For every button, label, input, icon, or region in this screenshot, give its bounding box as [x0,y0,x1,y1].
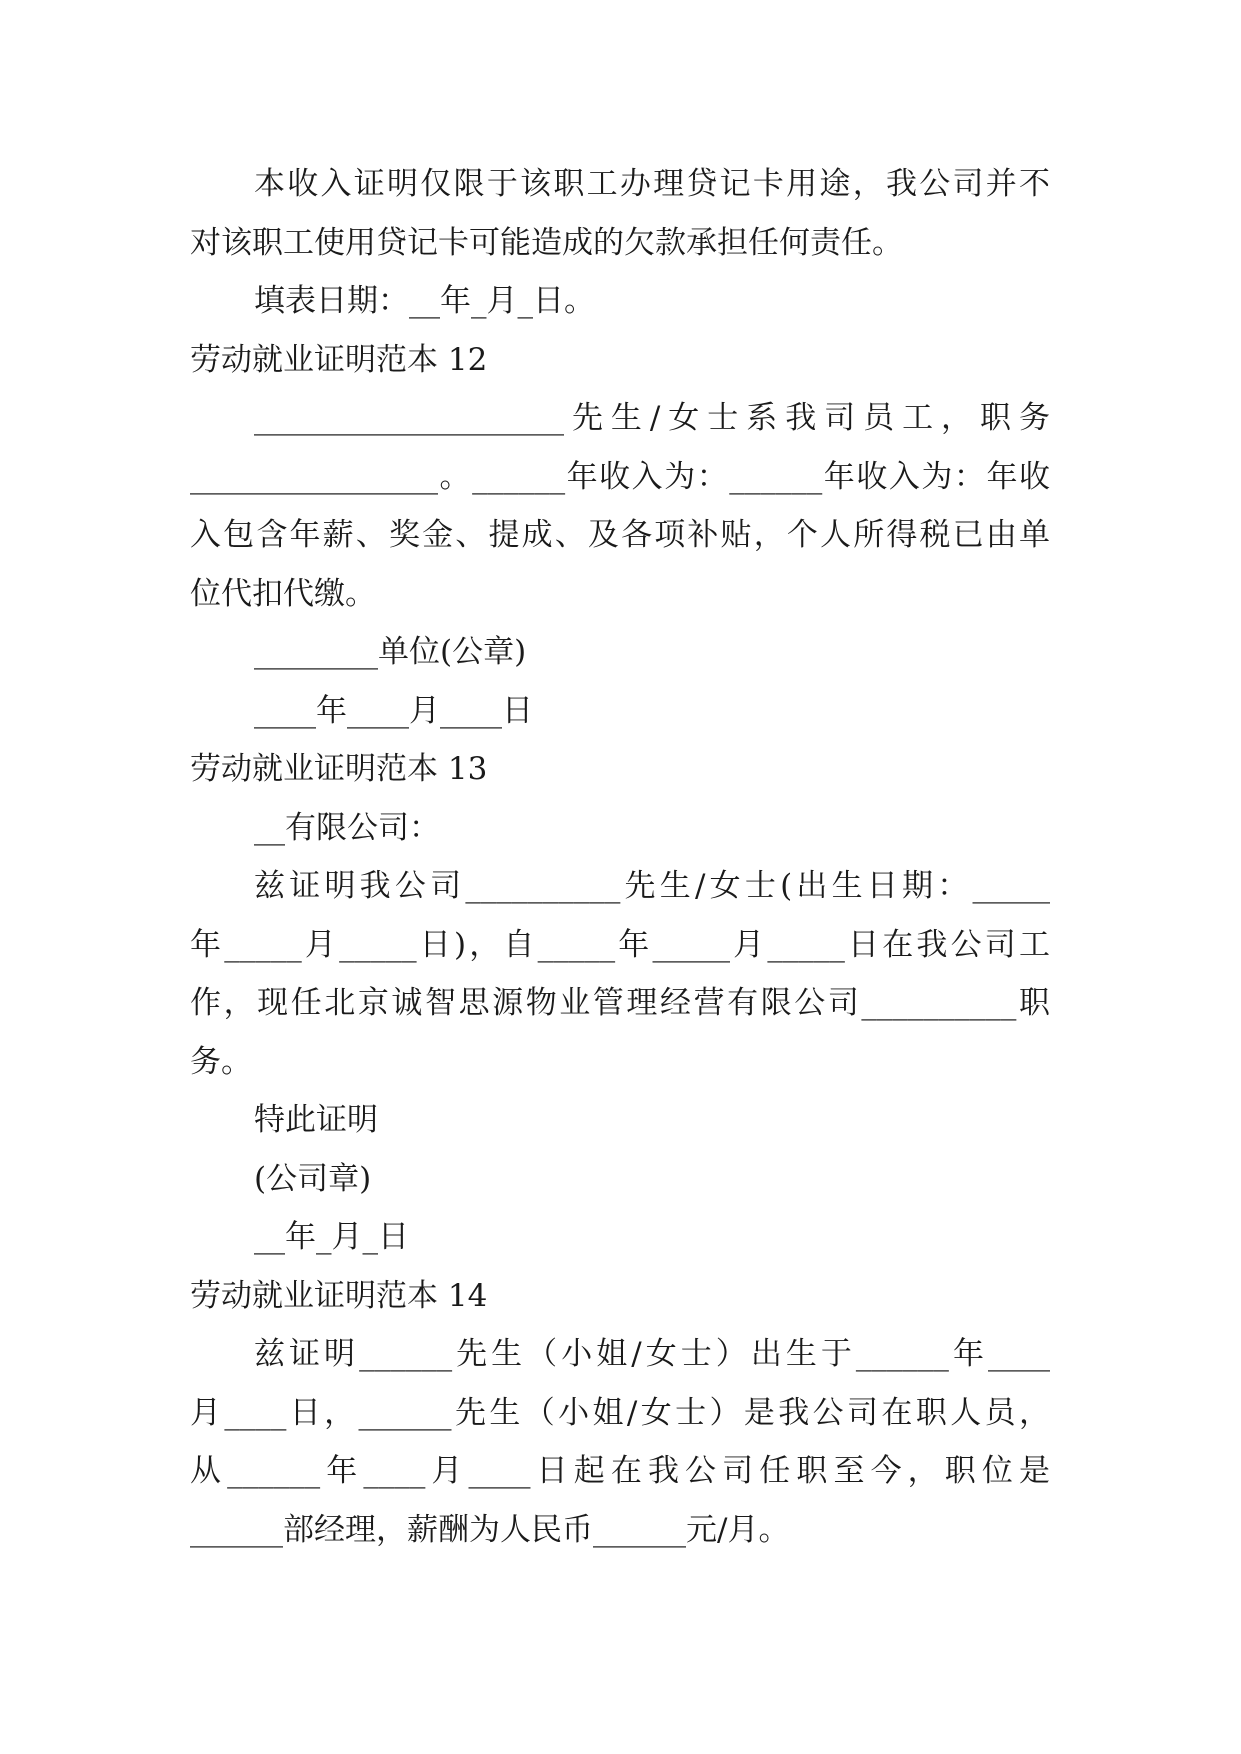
text-line: 作，现任北京诚智思源物业管理经营有限公司__________职 [190,985,1050,1021]
text-line: __有限公司： [254,809,440,846]
text-line: 兹证明______先生（小姐/女士）出生于______年____ [254,1336,1050,1372]
section-heading: 劳动就业证明范本 14 [190,1277,488,1314]
text-line: (公司章) [254,1160,372,1197]
text-line: 填表日期：__年_月_日。 [254,283,595,319]
text-line: 特此证明 [254,1102,378,1138]
text-line: ________单位(公章) [254,634,527,670]
text-line: 位代扣代缴。 [190,575,376,612]
text-line: ________________。______年收入为：______年收入为：年收 [190,458,1050,495]
document-page [190,155,1050,1559]
document-body [190,155,1050,1559]
section-heading: 劳动就业证明范本 12 [190,341,488,378]
text-line: 入包含年薪、奖金、提成、及各项补贴，个人所得税已由单 [190,517,1050,553]
text-line: 对该职工使用贷记卡可能造成的欠款承担任何责任。 [190,224,903,261]
text-line: ____年____月____日 [254,692,533,729]
text-line: 年_____月_____日)，自_____年_____月_____日在我公司工 [190,926,1050,963]
text-line: 月____日，______先生（小姐/女士）是我公司在职人员， [190,1394,1050,1431]
text-line: 本收入证明仅限于该职工办理贷记卡用途，我公司并不 [254,166,1050,202]
text-line: 兹证明我公司__________先生/女士(出生日期：_____ [254,868,1050,904]
section-heading: 劳动就业证明范本 13 [190,751,488,787]
text-line: ____________________先生/女士系我司员工，职务 [254,400,1050,436]
text-line: ______部经理，薪酬为人民币______元/月。 [190,1511,790,1548]
text-line: 务。 [190,1043,252,1080]
text-line: __年_月_日 [254,1219,409,1255]
text-line: 从______年____月____日起在我公司任职至今，职位是 [190,1453,1050,1489]
